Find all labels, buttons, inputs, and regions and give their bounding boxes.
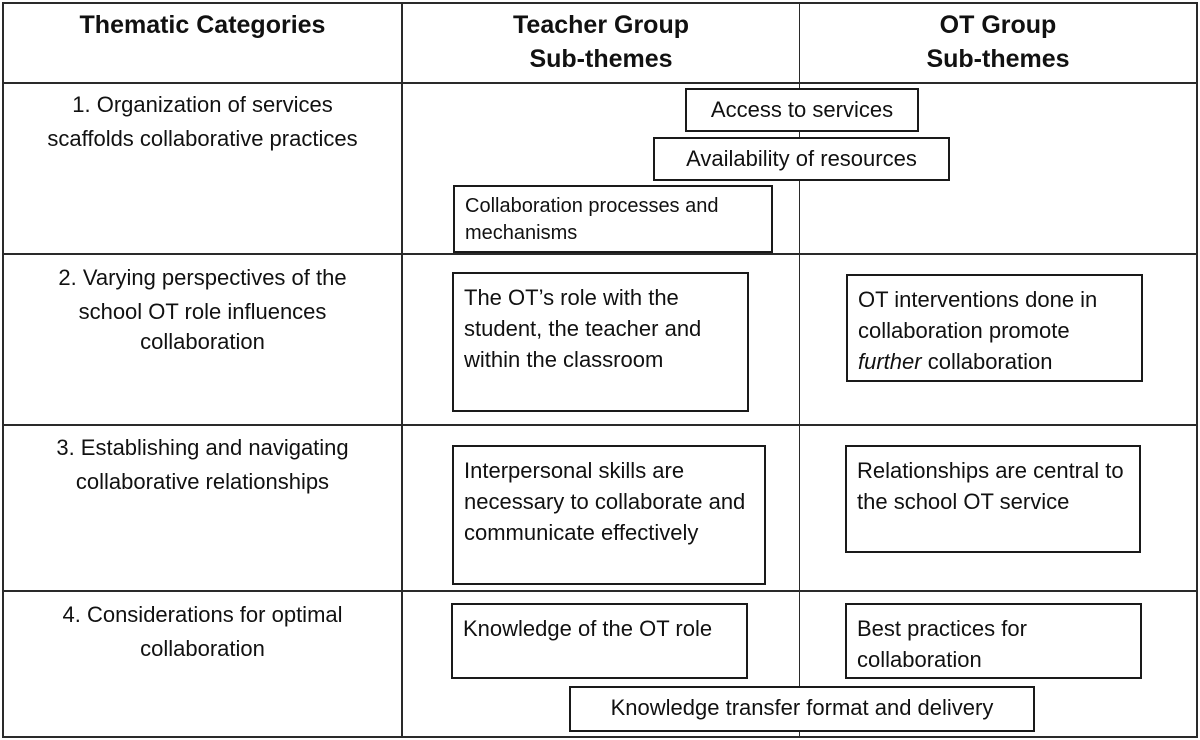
subtheme-interpersonal-skills: Interpersonal skills are necessary to collaborate and communicate effectively [452, 445, 766, 585]
subtheme-knowledge-of-ot-role: Knowledge of the OT role [451, 603, 748, 679]
row-divider-2 [2, 424, 1198, 426]
row-divider-3 [2, 590, 1198, 592]
category-2: 2. Varying perspectives of the school OT role influences collaboration [58, 265, 347, 354]
header-teacher-group: Teacher Group Sub-themes [513, 11, 689, 73]
row-divider-1 [2, 253, 1198, 255]
table-border-top [2, 2, 1198, 4]
category-4: 4. Considerations for optimal collaboration [62, 602, 343, 661]
subtheme-relationships-central: Relationships are central to the school OT service [845, 445, 1141, 553]
table-border-bottom [2, 736, 1198, 738]
header-ot-group: OT Group Sub-themes [926, 11, 1070, 73]
subtheme-collaboration-processes: Collaboration processes and mechanisms [453, 185, 773, 253]
subtheme-availability-of-resources: Availability of resources [653, 137, 950, 181]
header-thematic-categories: Thematic Categories [79, 11, 326, 39]
category-1: 1. Organization of services scaffolds collaborative practices [47, 92, 358, 151]
subtheme-ot-interventions: OT interventions done in collaboration promote further collaboration [846, 274, 1143, 382]
subtheme-best-practices: Best practices for collaboration [845, 603, 1142, 679]
subtheme-access-to-services: Access to services [685, 88, 919, 132]
row-divider-header [2, 82, 1198, 84]
column-divider-1 [401, 2, 403, 738]
subtheme-ot-role: The OT’s role with the student, the teacher and within the classroom [452, 272, 749, 412]
table-border-right [1196, 2, 1198, 738]
category-3: 3. Establishing and navigating collaborative relationships [56, 435, 349, 494]
subtheme-knowledge-transfer: Knowledge transfer format and delivery [569, 686, 1035, 732]
